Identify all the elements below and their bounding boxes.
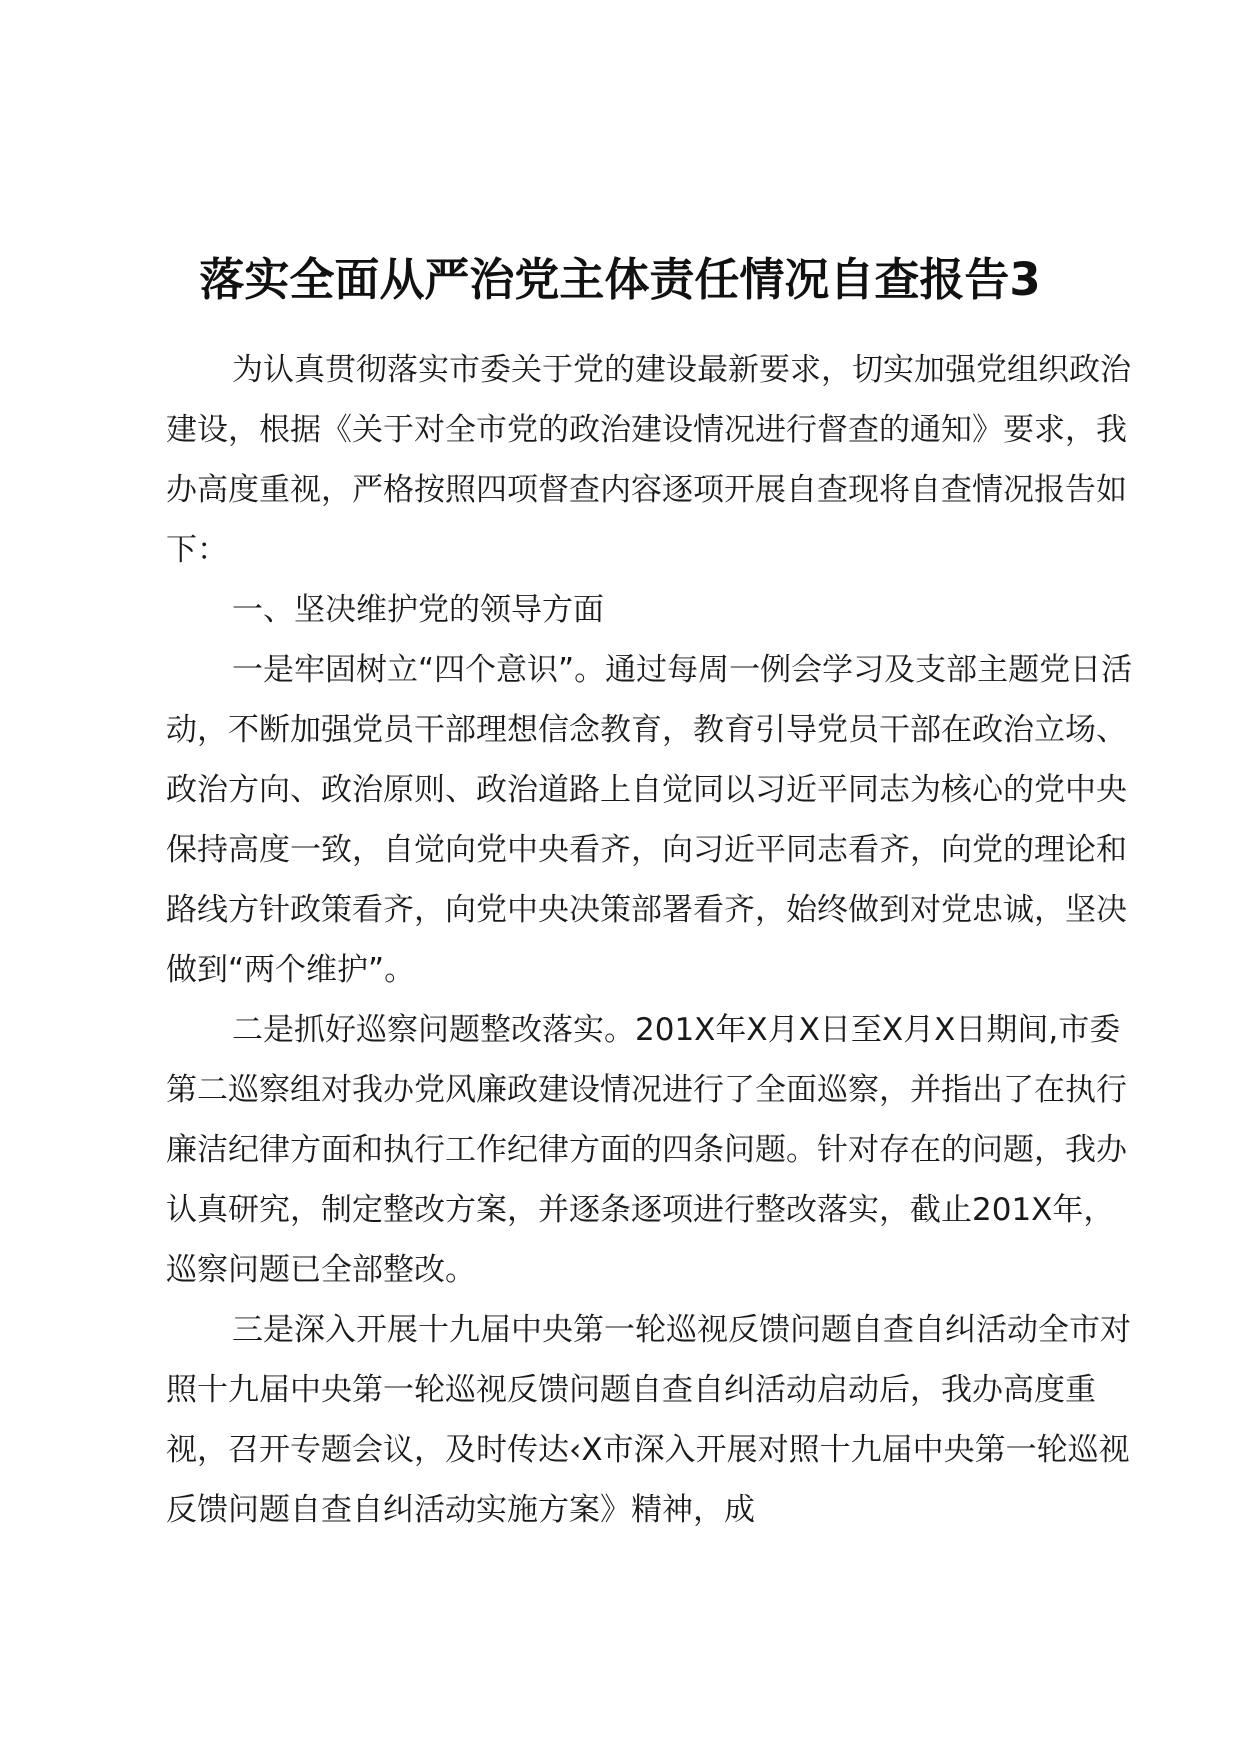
document-title: 落实全面从严治党主体责任情况自查报告3 (199, 253, 1041, 306)
paragraph-intro: 为认真贯彻落实市委关于党的建设最新要求，切实加强党组织政治建设，根据《关于对全市党的政治建设情况进行督查的通知》要求，我办高度重视，严格按照四项督查内容逐项开展自查现将自查情况报告如下： (166, 352, 1131, 568)
section-heading: 一、坚决维护党的领导方面 (232, 592, 604, 628)
paragraph-item-2: 二是抓好巡察问题整改落实。201X年X月X日至X月X日期间,市委第二巡察组对我办党风廉政建设情况进行了全面巡察，并指出了在执行廉洁纪律方面和执行工作纪律方面的四条问题。针对存在的问题，我办认真研究，制定整改方案，并逐条逐项进行整改落实，截止201X年，巡察问题已全部整改。 (166, 1012, 1127, 1288)
document-body (166, 340, 1138, 1540)
paragraph-item-3: 三是深入开展十九届中央第一轮巡视反馈问题自查自纠活动全市对照十九届中央第一轮巡视反馈问题自查自纠活动启动后，我办高度重视，召开专题会议，及时传达‹X市深入开展对照十九届中央第一轮巡视反馈问题自查自纠活动实施方案》精神，成 (166, 1312, 1131, 1528)
paragraph-item-1: 一是牢固树立“四个意识”。通过每周一例会学习及支部主题党日活动，不断加强党员干部理想信念教育，教育引导党员干部在政治立场、政治方向、政治原则、政治道路上自觉同以习近平同志为核心的党中央保持高度一致，自觉向党中央看齐，向习近平同志看齐，向党的理论和路线方针政策看齐，向党中央决策部署看齐，始终做到对党忠诚，坚决做到“两个维护”。 (166, 652, 1133, 988)
